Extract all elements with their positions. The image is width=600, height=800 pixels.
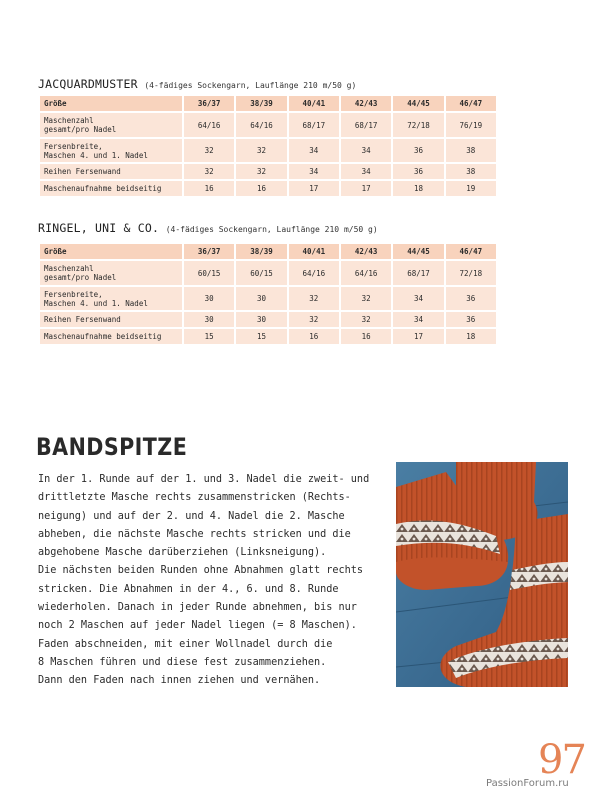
table1-size: 44/45 <box>393 96 443 111</box>
table1-size: 36/37 <box>184 96 234 111</box>
text-line: Dann den Faden nach innen ziehen und vernähen. <box>38 675 321 687</box>
cell: 38 <box>446 139 496 162</box>
cell: 34 <box>341 139 391 162</box>
cell: 38 <box>446 164 496 179</box>
text-line: abheben, die nächste Masche rechts stricken und die <box>38 528 351 540</box>
table-row <box>40 329 496 344</box>
cell: 36 <box>446 287 496 310</box>
cell: 19 <box>446 181 496 196</box>
row-label-line: Fersenbreite, <box>44 141 103 151</box>
table-row <box>40 181 496 196</box>
cell: 34 <box>289 164 339 179</box>
table-row <box>40 261 496 285</box>
cell: 72/18 <box>393 113 443 137</box>
table1 <box>38 94 498 198</box>
cell: 32 <box>341 312 391 327</box>
table-row <box>40 287 496 310</box>
row-label-line: Maschenzahl <box>44 116 94 125</box>
cell: 16 <box>289 329 339 344</box>
row-label <box>40 139 182 162</box>
text-line: neigung) und auf der 2. und 4. Nadel die 2. Masche <box>38 510 345 522</box>
table2-header-label: Größe <box>40 244 182 259</box>
text-line: In der 1. Runde auf der 1. und 3. Nadel die zweit- und <box>38 474 370 485</box>
cell: 64/16 <box>341 261 391 285</box>
table-row <box>40 164 496 179</box>
row-label-line: Fersenbreite, <box>44 289 103 299</box>
cell: 16 <box>236 181 286 196</box>
row-label: Maschenaufnahme beidseitig <box>40 329 182 344</box>
cell: 32 <box>289 312 339 327</box>
section-title: BANDSPITZE <box>36 433 188 461</box>
table2-size: 44/45 <box>393 244 443 259</box>
table2-title: RINGEL, UNI & CO. <box>38 221 160 235</box>
cell: 32 <box>184 139 234 162</box>
cell: 34 <box>289 139 339 162</box>
cell: 72/18 <box>446 261 496 285</box>
cell: 30 <box>184 312 234 327</box>
table2-size: 38/39 <box>236 244 286 259</box>
table1-heading <box>38 77 356 91</box>
cell: 36 <box>393 139 443 162</box>
cell: 36 <box>393 164 443 179</box>
table1-header-row <box>40 96 496 111</box>
cell: 36 <box>446 312 496 327</box>
row-label <box>40 113 182 137</box>
row-label: Reihen Fersenwand <box>40 312 182 327</box>
cell: 32 <box>236 139 286 162</box>
cell: 64/16 <box>184 113 234 137</box>
row-label: Reihen Fersenwand <box>40 164 182 179</box>
cell: 76/19 <box>446 113 496 137</box>
table2-size: 46/47 <box>446 244 496 259</box>
table2-size: 42/43 <box>341 244 391 259</box>
table2-size: 36/37 <box>184 244 234 259</box>
text-line: wiederholen. Danach in jeder Runde abnehmen, bis nur <box>38 602 357 614</box>
watermark: PassionForum.ru <box>486 778 569 789</box>
cell: 16 <box>184 181 234 196</box>
row-label <box>40 261 182 285</box>
instructions-text <box>38 471 380 691</box>
cell: 68/17 <box>289 113 339 137</box>
table1-size: 38/39 <box>236 96 286 111</box>
cell: 60/15 <box>184 261 234 285</box>
text-line: noch 2 Maschen auf jeder Nadel liegen (= 8 Maschen). <box>38 620 357 632</box>
table2-heading <box>38 221 378 235</box>
cell: 17 <box>289 181 339 196</box>
cell: 15 <box>236 329 286 344</box>
row-label-line: gesamt/pro Nadel <box>44 273 117 282</box>
row-label <box>40 287 182 310</box>
cell: 15 <box>184 329 234 344</box>
cell: 68/17 <box>393 261 443 285</box>
cell: 64/16 <box>236 113 286 137</box>
table1-subtitle: (4-fädiges Sockengarn, Lauflänge 210 m/50 g) <box>144 81 357 90</box>
table1-title: JACQUARDMUSTER <box>38 77 138 91</box>
table1-header-label: Größe <box>40 96 182 111</box>
cell: 18 <box>446 329 496 344</box>
table-row <box>40 312 496 327</box>
row-label-line: Maschenzahl <box>44 264 94 273</box>
text-line: drittletzte Masche rechts zusammenstricken (Rechts- <box>38 492 351 504</box>
text-line: Faden abschneiden, mit einer Wollnadel durch die <box>38 638 333 650</box>
table2-header-row <box>40 244 496 259</box>
row-label: Maschenaufnahme beidseitig <box>40 181 182 196</box>
socks-image <box>396 462 568 687</box>
socks-photo <box>396 462 568 687</box>
table2-subtitle: (4-fädiges Sockengarn, Lauflänge 210 m/50 g) <box>165 225 378 234</box>
text-line: abgehobene Masche darüberziehen (Linksneigung). <box>38 547 327 559</box>
cell: 34 <box>341 164 391 179</box>
cell: 16 <box>341 329 391 344</box>
table2-size: 40/41 <box>289 244 339 259</box>
cell: 32 <box>184 164 234 179</box>
page-number: 97 <box>538 737 585 783</box>
cell: 17 <box>393 329 443 344</box>
cell: 68/17 <box>341 113 391 137</box>
cell: 34 <box>393 287 443 310</box>
text-line: stricken. Die Abnahmen in der 4., 6. und 8. Runde <box>38 583 339 595</box>
table-row <box>40 113 496 137</box>
cell: 30 <box>236 287 286 310</box>
text-line: Die nächsten beiden Runden ohne Abnahmen glatt rechts <box>38 565 364 577</box>
cell: 30 <box>184 287 234 310</box>
text-line: 8 Maschen führen und diese fest zusammenziehen. <box>38 656 327 668</box>
cell: 17 <box>341 181 391 196</box>
table1-size: 46/47 <box>446 96 496 111</box>
cell: 34 <box>393 312 443 327</box>
cell: 30 <box>236 312 286 327</box>
table1-size: 40/41 <box>289 96 339 111</box>
cell: 64/16 <box>289 261 339 285</box>
cell: 32 <box>289 287 339 310</box>
cell: 18 <box>393 181 443 196</box>
cell: 60/15 <box>236 261 286 285</box>
row-label-line: gesamt/pro Nadel <box>44 125 117 134</box>
row-label-line: Maschen 4. und 1. Nadel <box>44 298 148 308</box>
table-row <box>40 139 496 162</box>
table1-size: 42/43 <box>341 96 391 111</box>
cell: 32 <box>236 164 286 179</box>
table2 <box>38 242 498 346</box>
cell: 32 <box>341 287 391 310</box>
row-label-line: Maschen 4. und 1. Nadel <box>44 150 148 160</box>
